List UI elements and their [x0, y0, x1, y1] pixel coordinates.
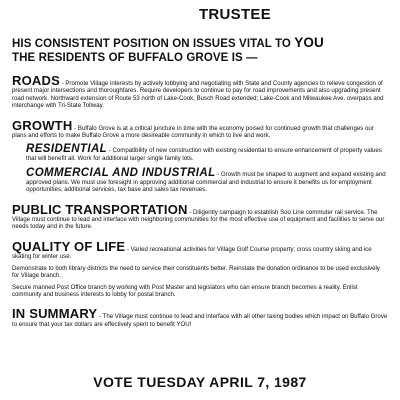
subsection-residential [26, 143, 388, 162]
quality-text: - Varied recreational activities for Village Golf Course property; cross country skiing and ice skating for winter use. [12, 245, 372, 261]
summary-text: - The Village must continue to lead and interface with all other taxing bodies which impact on Buffalo Grove to ensure that your tax dollars are effectively spent to benefit YOU! [12, 313, 388, 328]
section-public-transportation [12, 203, 388, 231]
commercial-text: - Growth must be shaped to augment and expand existing and approved plans. We must use foresight in approving additional commercial and industrial to ensure it benefits us for employment opportunities, additional services, tax base and sales tax revenues. [26, 170, 386, 194]
headline-line-2: THE RESIDENTS OF BUFFALO GROVE IS — [12, 52, 258, 64]
vote-date-banner: VOTE TUESDAY APRIL 7, 1987 [93, 374, 307, 390]
headline-line-1-text: HIS CONSISTENT POSITION ON ISSUES VITAL TO [12, 38, 291, 50]
residential-text: - Compatibility of new construction with existing residential to ensure enhancement of property values that will benefit all. Work for additional larger single family lots. [26, 147, 382, 163]
flyer-title: TRUSTEE [198, 6, 272, 23]
transport-text: - Diligently campaign to establish Soo Line commuter rail service. The Village must continue to lead and interface with neighboring communities for the most effective use of equipment and facilities to serve our needs today and in the future. [12, 208, 385, 231]
growth-text: - Buffalo Grove is at a critical juncture in time with the economy poised for continued growth that challenges our plans and efforts to make Buffalo Grove a more desireable community in which to live and work. [12, 124, 374, 140]
residential-heading: RESIDENTIAL [26, 143, 108, 156]
quality-paragraph-post-office: Secure manned Post Office branch by working with Post Master and legislators who can ensure branch becomes a reality. Enlist community and business interests to lobby for postal branch. [12, 283, 358, 298]
transport-heading: PUBLIC TRANSPORTATION [12, 201, 188, 217]
growth-heading: GROWTH [12, 117, 73, 133]
quality-heading: QUALITY OF LIFE [12, 238, 126, 254]
subsection-commercial [26, 167, 388, 194]
roads-text: - Promote Village interests by actively lobbying and negotiating with State and County agencies to relieve congestion of present major intersections and thoroughfares. Require developers to continue to pay for road improvements and also upgrading present road network. Northward extension of Route 53 north of Lake-Cook, Busch Road extended; Lake-Cook and Milwaukee Ave. overpass and interchange with Tri-State Tollway. [12, 80, 384, 110]
headline-line-1 [12, 36, 388, 51]
section-quality-of-life [12, 240, 388, 298]
headline [12, 36, 388, 65]
summary-heading: IN SUMMARY [12, 306, 98, 322]
quality-paragraph-library: Demonstrate to both library districts the need to service their constituents better. Reinstate the donation ordinance to be used exclusively for Village branch. [12, 264, 380, 280]
section-growth [12, 119, 388, 194]
commercial-heading: COMMERCIAL AND INDUSTRIAL [26, 166, 216, 179]
section-roads [12, 74, 388, 110]
roads-heading: ROADS [12, 73, 60, 88]
section-summary [12, 307, 388, 328]
headline-emphasis-you: YOU [294, 35, 324, 50]
